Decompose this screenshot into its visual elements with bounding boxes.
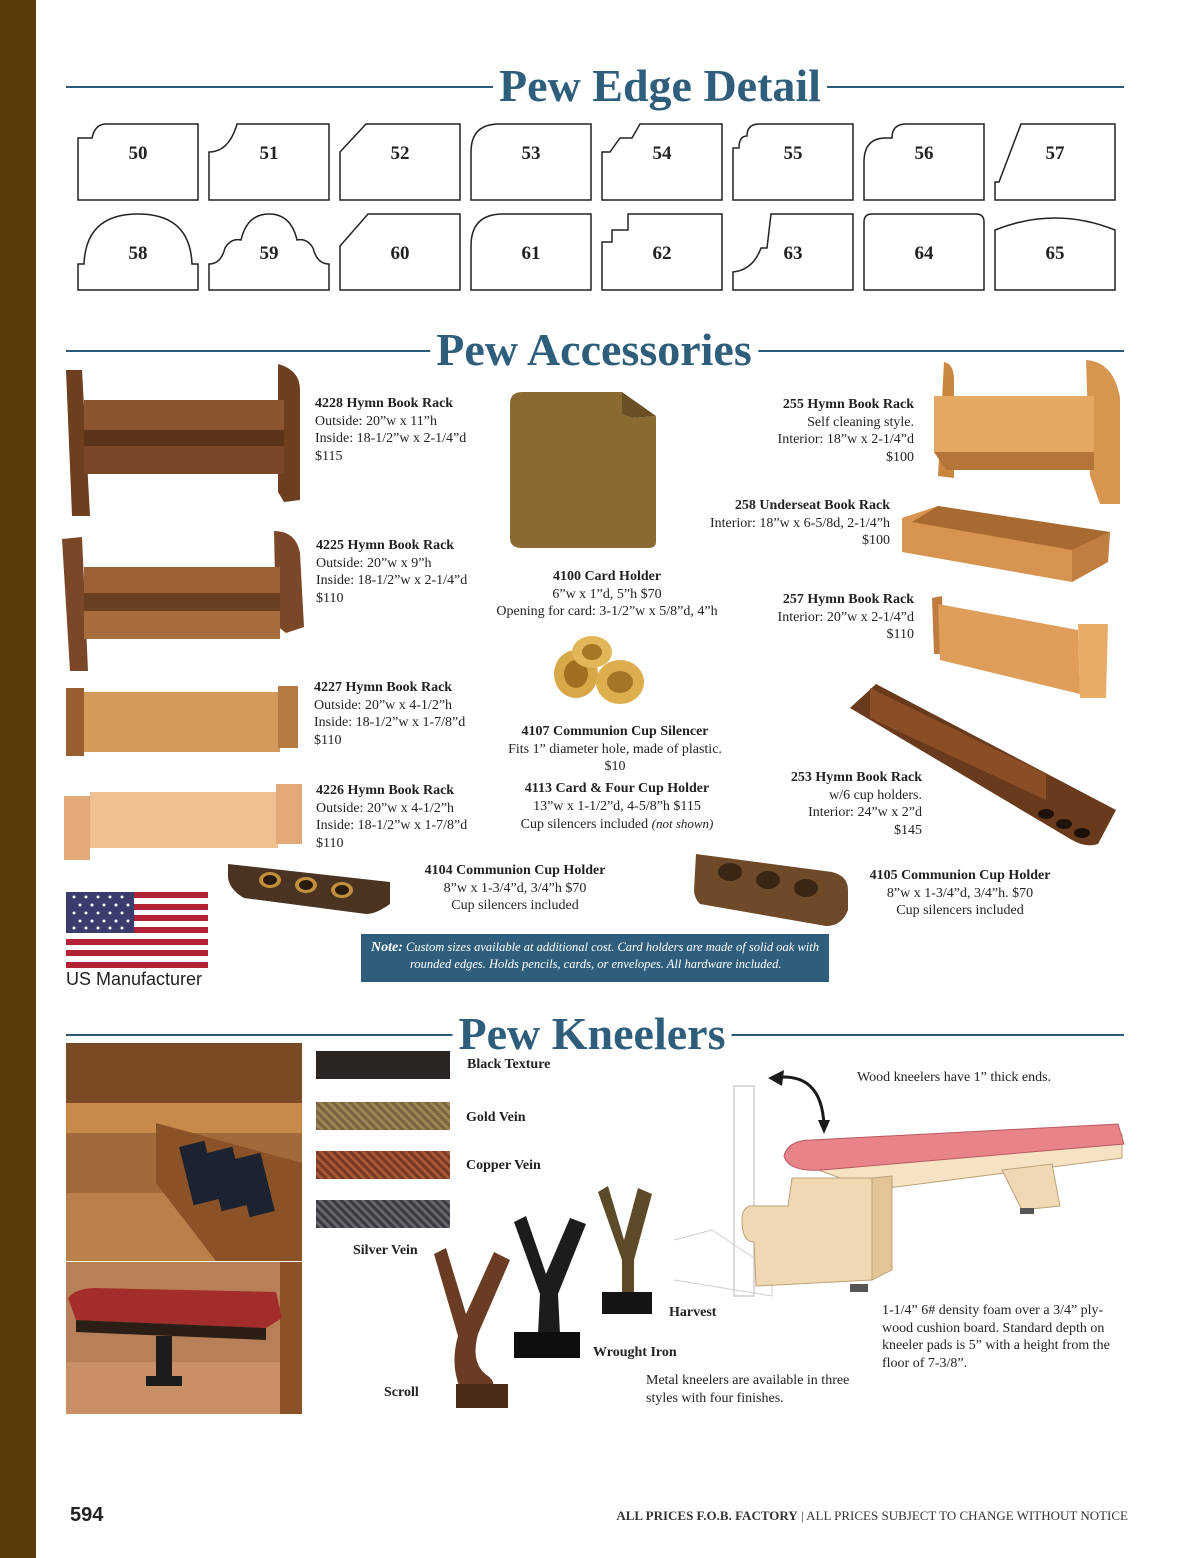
product-4113-caption: 4113 Card & Four Cup Holder 13”w x 1-1/2”d, 4-5/8”h $115 Cup silencers included (not shown) (520, 781, 714, 832)
style-label-scroll: Scroll (384, 1385, 419, 1400)
product-4105-caption: 4105 Communion Cup Holder 8”w x 1-3/4”d, 3/4”h. $70 Cup silencers included (869, 868, 1051, 918)
finish-label: Gold Vein (466, 1110, 526, 1125)
product-4225-caption: 4225 Hymn Book Rack Outside: 20”w x 9”h Inside: 18-1/2”w x 2-1/4”d $110 (316, 538, 468, 606)
swatch-silver-vein (316, 1200, 450, 1228)
pew-books-photo (66, 1043, 302, 1261)
footer-disclaimer: ALL PRICES F.O.B. FACTORY | ALL PRICES SUBJECT TO CHANGE WITHOUT NOTICE (616, 1508, 1128, 1523)
hymn-rack-255-image (924, 358, 1124, 506)
edge-profile-56 (862, 122, 986, 202)
harvest-kneeler-image (594, 1184, 660, 1320)
swatch-gold-vein (316, 1102, 450, 1130)
us-manufacturer-label: US Manufacturer (66, 969, 203, 989)
metal-kneeler-note: Metal kneelers are available in three styles with four finishes. (646, 1373, 850, 1406)
edge-profile-63 (731, 212, 855, 292)
card-holder-4100-image (506, 388, 662, 552)
cup-holder-4104-image (226, 860, 392, 918)
edge-number: 63 (783, 243, 803, 264)
edge-number: 55 (783, 143, 803, 164)
edge-profile-53 (469, 122, 593, 202)
edge-profile-62 (600, 212, 724, 292)
product-4104-caption: 4104 Communion Cup Holder 8”w x 1-3/4”d, 3/4”h $70 Cup silencers included (424, 863, 606, 913)
note-box: Note: Custom sizes available at additional cost. Card holders are made of solid oak with rounded edges. Holds pencils, cards, or envelopes. All hardware included. (361, 934, 829, 982)
foam-cushion-note: 1-1/4” 6# density foam over a 3/4” ply- wood cushion board. Standard depth on kneeler pads is 5” with a height from the floor of 7-3/8”. (882, 1303, 1110, 1371)
us-flag-image (66, 892, 208, 968)
product-257-caption: 257 Hymn Book Rack Interior: 20”w x 2-1/4”d $110 (777, 592, 914, 642)
product-253-caption: 253 Hymn Book Rack w/6 cup holders. Interior: 24”w x 2”d $145 (790, 770, 922, 838)
finish-label: Silver Vein (353, 1243, 418, 1258)
hymn-rack-4228-image (64, 362, 304, 520)
edge-number: 59 (259, 243, 279, 264)
product-255-caption: 255 Hymn Book Rack Self cleaning style. Interior: 18”w x 2-1/4”d $100 (777, 397, 914, 465)
edge-profile-58 (76, 212, 200, 292)
edge-number: 50 (128, 143, 148, 164)
hymn-rack-4225-image (60, 527, 306, 673)
hymn-rack-4227-image (64, 684, 300, 758)
product-4100-caption: 4100 Card Holder 6”w x 1”d, 5”h $70 Opening for card: 3-1/2”w x 5/8”d, 4”h (496, 569, 718, 619)
product-258-caption: 258 Underseat Book Rack Interior: 18”w x 6-5/8d, 2-1/4”h $100 (709, 498, 890, 548)
pew-kneeler-photo (66, 1262, 302, 1414)
edge-profile-51 (207, 122, 331, 202)
edge-number: 54 (652, 143, 672, 164)
edge-number: 61 (521, 243, 541, 264)
wood-kneeler-note: Wood kneelers have 1” thick ends. (857, 1070, 1052, 1085)
hymn-rack-4226-image (62, 782, 304, 862)
edge-profile-60 (338, 212, 462, 292)
underseat-rack-258-image (898, 502, 1114, 586)
edge-profile-65 (993, 212, 1117, 292)
edge-profile-64 (862, 212, 986, 292)
edge-number: 64 (914, 243, 934, 264)
edge-number: 60 (390, 243, 410, 264)
finish-label: Black Texture (467, 1057, 551, 1072)
product-4107-caption: 4107 Communion Cup Silencer Fits 1” diameter hole, made of plastic. $10 (508, 724, 722, 774)
edge-profile-50 (76, 122, 200, 202)
edge-profile-57 (993, 122, 1117, 202)
edge-number: 52 (390, 143, 410, 164)
style-label-wrought-iron: Wrought Iron (593, 1345, 677, 1360)
wood-kneeler-diagram (672, 1060, 1128, 1310)
edge-profile-52 (338, 122, 462, 202)
cup-silencer-4107-image (550, 632, 646, 708)
finish-label: Copper Vein (466, 1158, 541, 1173)
style-label-harvest: Harvest (669, 1305, 717, 1320)
edge-profile-55 (731, 122, 855, 202)
edge-number: 51 (259, 143, 279, 164)
edge-number: 57 (1045, 143, 1065, 164)
wrought-iron-kneeler-image (510, 1214, 590, 1362)
page-number: 594 (70, 1504, 104, 1526)
kneelers-title: Pew Kneelers (453, 1004, 732, 1064)
swatch-black-texture (316, 1051, 450, 1079)
edge-profile-54 (600, 122, 724, 202)
product-4228-caption: 4228 Hymn Book Rack Outside: 20”w x 11”h Inside: 18-1/2”w x 2-1/4”d $115 (315, 396, 467, 464)
product-4227-caption: 4227 Hymn Book Rack Outside: 20”w x 4-1/2”h Inside: 18-1/2”w x 1-7/8”d $110 (314, 680, 466, 748)
page-spine-bar (0, 0, 36, 1558)
edge-number: 53 (521, 143, 541, 164)
edge-number: 56 (914, 143, 934, 164)
cup-holder-4105-image (692, 850, 852, 930)
swatch-copper-vein (316, 1151, 450, 1179)
edge-profile-59 (207, 212, 331, 292)
edge-profile-61 (469, 212, 593, 292)
scroll-kneeler-image (430, 1244, 514, 1410)
edge-number: 65 (1045, 243, 1065, 264)
edge-number: 62 (652, 243, 672, 264)
edge-number: 58 (128, 243, 148, 264)
edge-detail-title: Pew Edge Detail (493, 56, 827, 116)
product-4226-caption: 4226 Hymn Book Rack Outside: 20”w x 4-1/2”h Inside: 18-1/2”w x 1-7/8”d $110 (316, 783, 468, 851)
accessories-title: Pew Accessories (430, 320, 758, 380)
edge-detail-header (66, 56, 1124, 116)
